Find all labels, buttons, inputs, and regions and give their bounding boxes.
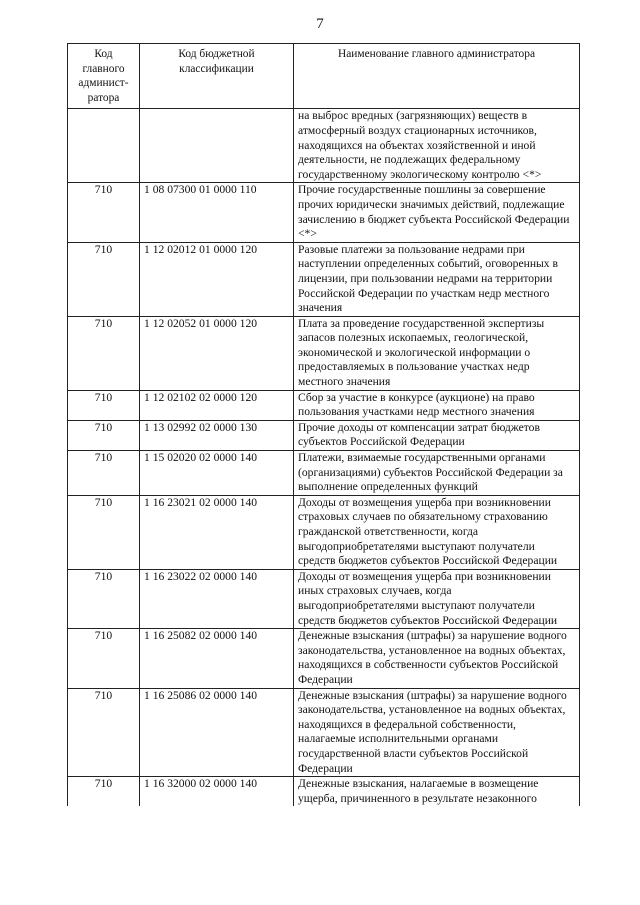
admin-name-cell: Доходы от возмещения ущерба при возникновении иных страховых случаев, когда выгодоприобретателями выступают получатели средств бюджетов субъектов Российской Федерации [294,569,580,628]
admin-code-cell: 710 [68,777,140,807]
budget-code-cell: 1 12 02012 01 0000 120 [140,242,294,316]
budget-code-cell: 1 12 02052 01 0000 120 [140,316,294,390]
table-row [68,242,580,316]
admin-name-cell: Платежи, взимаемые государственными органами (организациями) субъектов Российской Федерации за выполнение определенных функций [294,451,580,496]
admin-name-cell: Денежные взыскания (штрафы) за нарушение водного законодательства, установленное на водных объектах, находящихся в федеральной собственности, налагаемые исполнительными органами государственной власти субъектов Российской Федерации [294,688,580,777]
budget-code-cell: 1 16 23022 02 0000 140 [140,569,294,628]
table-body [68,109,580,806]
header-admin-name: Наименование главного администратора [294,44,580,109]
admin-name-cell: Прочие государственные пошлины за совершение прочих юридически значимых действий, подлежащие зачислению в бюджет субъекта Российской Федерации <*> [294,183,580,242]
admin-code-cell [68,109,140,183]
budget-code-cell [140,109,294,183]
admin-name-cell: Прочие доходы от компенсации затрат бюджетов субъектов Российской Федерации [294,420,580,450]
table-row [68,420,580,450]
table-row [68,183,580,242]
admin-code-cell: 710 [68,183,140,242]
admin-code-cell: 710 [68,316,140,390]
budget-code-cell: 1 13 02992 02 0000 130 [140,420,294,450]
admin-code-cell: 710 [68,242,140,316]
budget-code-cell: 1 16 25086 02 0000 140 [140,688,294,777]
admin-code-cell: 710 [68,420,140,450]
admin-name-cell: Денежные взыскания, налагаемые в возмещение ущерба, причиненного в результате незаконного [294,777,580,807]
admin-name-cell: Разовые платежи за пользование недрами при наступлении определенных событий, оговоренных в лицензии, при пользовании недрами на территории Российской Федерации по участкам недр местного значения [294,242,580,316]
table-header [68,44,580,109]
header-admin-code: Код главного админист-ратора [68,44,140,109]
admin-name-cell: Сбор за участие в конкурсе (аукционе) на право пользования участками недр местного значения [294,390,580,420]
budget-code-cell: 1 16 23021 02 0000 140 [140,495,294,569]
header-row [68,44,580,109]
table-row [68,316,580,390]
table-row [68,495,580,569]
table-row [68,688,580,777]
budget-code-cell: 1 16 25082 02 0000 140 [140,629,294,688]
table-row [68,629,580,688]
admin-name-cell: Плата за проведение государственной экспертизы запасов полезных ископаемых, геологической, экономической и экологической информации о предоставляемых в пользование участках недр местного значения [294,316,580,390]
admin-name-cell: Денежные взыскания (штрафы) за нарушение водного законодательства, установленное на водных объектах, находящихся в собственности субъектов Российской Федерации [294,629,580,688]
budget-code-cell: 1 16 32000 02 0000 140 [140,777,294,807]
table-row [68,451,580,496]
table-row [68,109,580,183]
page-number: 7 [316,16,324,32]
budget-administrators-table [67,43,580,806]
budget-code-cell: 1 08 07300 01 0000 110 [140,183,294,242]
table-row [68,390,580,420]
table-row [68,569,580,628]
budget-code-cell: 1 12 02102 02 0000 120 [140,390,294,420]
admin-code-cell: 710 [68,629,140,688]
admin-name-cell: на выброс вредных (загрязняющих) веществ в атмосферный воздух стационарных источников, находящихся на объектах хозяйственной и иной деятельности, не подлежащих федеральному государственному экологическому контролю <*> [294,109,580,183]
header-budget-code: Код бюджетной классификации [140,44,294,109]
table-row [68,777,580,807]
budget-code-cell: 1 15 02020 02 0000 140 [140,451,294,496]
admin-code-cell: 710 [68,495,140,569]
admin-code-cell: 710 [68,569,140,628]
admin-code-cell: 710 [68,390,140,420]
admin-name-cell: Доходы от возмещения ущерба при возникновении страховых случаев по обязательному страхованию гражданской ответственности, когда выгодоприобретателями выступают получатели средств бюджетов субъектов Российской Федерации [294,495,580,569]
admin-code-cell: 710 [68,451,140,496]
admin-code-cell: 710 [68,688,140,777]
